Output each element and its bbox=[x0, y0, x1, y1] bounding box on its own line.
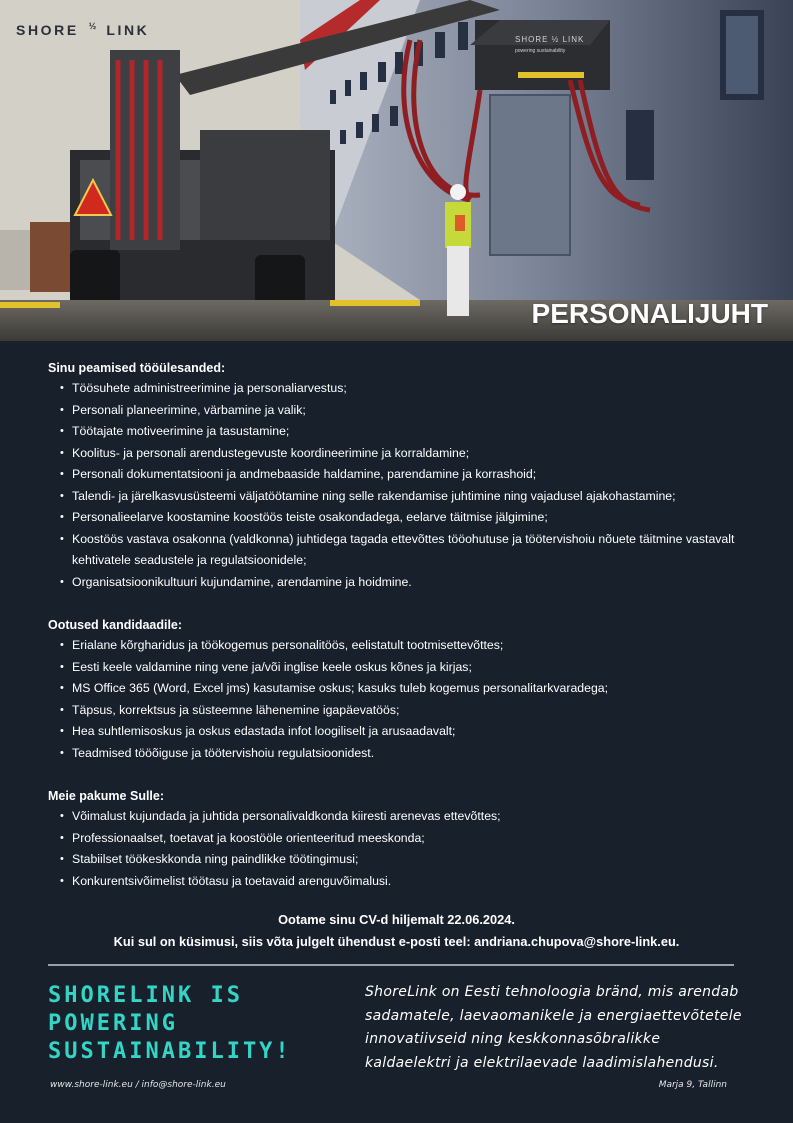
list-item: • Erialane kõrgharidus ja töökogemus personalitöös, eelistatult tootmisettevõttes; bbox=[60, 635, 748, 657]
company-address: Marja 9, Tallinn bbox=[658, 1080, 727, 1090]
application-deadline: Ootame sinu CV-d hiljemalt 22.06.2024. bbox=[278, 912, 515, 927]
requirements-list bbox=[48, 635, 748, 764]
device-sublabel: powering sustainability bbox=[515, 48, 566, 54]
list-item: • Teadmised tööõiguse ja töötervishoiu regulatsioonidest. bbox=[60, 743, 748, 765]
logo-text-link: LINK bbox=[106, 22, 150, 38]
list-item: • Täpsus, korrektsus ja süsteemne lähenemine igapäevatöös; bbox=[60, 700, 748, 722]
website-email-link[interactable]: www.shore-link.eu / info@shore-link.eu bbox=[50, 1080, 226, 1090]
section-heading: Meie pakume Sulle: bbox=[48, 789, 165, 803]
company-description: ShoreLink on Eesti tehnoloogia bränd, mis arendab sadamatele, laevaomanikele ja energiaettevõtetele innovatiivseid ning keskkonnasõbralikke kaldaelektri ja elektrilaevade laadimislahendusi. bbox=[365, 984, 742, 1071]
offer-list bbox=[48, 806, 748, 892]
slogan-line: SHORELINK IS bbox=[48, 983, 243, 1008]
slogan bbox=[48, 982, 292, 1066]
shorelink-logo bbox=[16, 22, 149, 38]
list-item: • Koolitus- ja personali arendustegevuste koordineerimine ja korraldamine; bbox=[60, 443, 748, 465]
hero-image bbox=[0, 0, 793, 341]
section-requirements bbox=[48, 615, 748, 764]
responsibilities-list bbox=[48, 378, 748, 593]
list-item: • Talendi- ja järelkasvusüsteemi väljatöötamine ning selle rakendamise juhtimine ning vajadusel ajakohastamine; bbox=[60, 486, 748, 508]
list-item: • Personalieelarve koostamine koostöös teiste osakondadega, eelarve täitmise jälgimine; bbox=[60, 507, 748, 529]
list-item: • Võimalust kujundada ja juhtida personalivaldkonda kiiresti arenevas ettevõttes; bbox=[60, 806, 748, 828]
list-item: • Eesti keele valdamine ning vene ja/või inglise keele oskus kõnes ja kirjas; bbox=[60, 657, 748, 679]
list-item: • Stabiilset töökeskkonda ning paindlikke töötingimusi; bbox=[60, 849, 748, 871]
list-item: • Personali dokumentatsiooni ja andmebaaside haldamine, parendamine ja korrashoid; bbox=[60, 464, 748, 486]
slogan-line: POWERING bbox=[48, 1011, 178, 1036]
logo-separator: ½ bbox=[88, 21, 97, 31]
list-item: • Konkurentsivõimelist töötasu ja toetavaid arenguvõimalusi. bbox=[60, 871, 748, 893]
contact-info[interactable]: Kui sul on küsimusi, siis võta julgelt ühendust e-posti teel: andriana.chupova@shore-link.eu. bbox=[113, 934, 680, 949]
list-item: • Töösuhete administreerimine ja personaliarvestus; bbox=[60, 378, 748, 400]
list-item: • MS Office 365 (Word, Excel jms) kasutamise oskus; kasuks tuleb kogemus personalitarkvaradega; bbox=[60, 678, 748, 700]
list-item: • Organisatsioonikultuuri kujundamine, arendamine ja hoidmine. bbox=[60, 572, 748, 594]
section-offer bbox=[48, 786, 748, 892]
list-item: • Koostöös vastava osakonna (valdkonna) juhtidega tagada ettevõttes tööohutuse ja töötervishoiu nõuete täitmine vastavalt kehtivatele seadustele ja regulatsioonidele; bbox=[60, 529, 748, 572]
device-label: SHORE ½ LINK bbox=[515, 35, 585, 44]
section-responsibilities bbox=[48, 358, 748, 593]
slogan-line: SUSTAINABILITY! bbox=[48, 1039, 292, 1064]
hero-photo-illustration bbox=[0, 0, 793, 341]
list-item: • Personali planeerimine, värbamine ja valik; bbox=[60, 400, 748, 422]
job-title: PERSONALIJUHT bbox=[531, 298, 768, 329]
job-description bbox=[48, 358, 748, 892]
section-heading: Ootused kandidaadile: bbox=[48, 618, 183, 632]
list-item: • Hea suhtlemisoskus ja oskus edastada infot loogiliselt ja arusaadavalt; bbox=[60, 721, 748, 743]
list-item: • Töötajate motiveerimine ja tasustamine; bbox=[60, 421, 748, 443]
section-heading: Sinu peamised tööülesanded: bbox=[48, 361, 226, 375]
list-item: • Professionaalset, toetavat ja koostööle orienteeritud meeskonda; bbox=[60, 828, 748, 850]
logo-text-shore: SHORE bbox=[16, 22, 79, 38]
footer-divider bbox=[48, 964, 734, 966]
